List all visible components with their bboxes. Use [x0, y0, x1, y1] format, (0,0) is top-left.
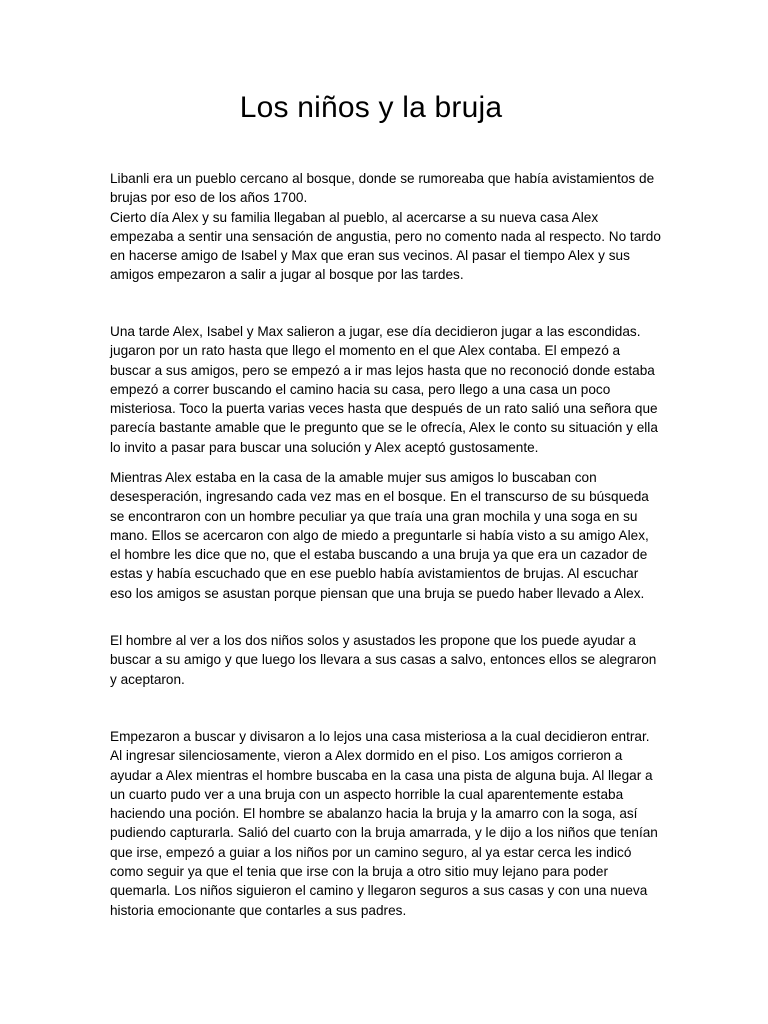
intro-block	[110, 169, 662, 285]
paragraph-block-6	[110, 727, 662, 920]
paragraph-3: Una tarde Alex, Isabel y Max salieron a jugar, ese día decidieron jugar a las escondidas. jugaron por un rato hasta que llego el momento en el que Alex contaba. El empezó a buscar a sus amigos, pero se empezó a ir mas lejos hasta que no reconoció donde estaba empezó a correr buscando el camino hacia su casa, pero llego a una casa un poco misteriosa. Toco la puerta varias veces hasta que después de un rato salió una señora que parecía bastante amable que le pregunto que se le ofrecía, Alex le conto su situación y ella lo invito a pasar para buscar una solución y Alex aceptó gustosamente.	[110, 324, 658, 455]
paragraph-5: El hombre al ver a los dos niños solos y asustados les propone que los puede ayudar a buscar a su amigo y que luego los llevara a sus casas a salvo, entonces ellos se alegraron y aceptaron.	[110, 633, 657, 687]
paragraph-block-4	[110, 468, 662, 603]
paragraph-block-5	[110, 631, 662, 689]
paragraph-6: Empezaron a buscar y divisaron a lo lejos una casa misteriosa a la cual decidieron entrar. Al ingresar silenciosamente, vieron a Alex dormido en el piso. Los amigos corrieron a ayudar a Alex mientras el hombre buscaba en la casa una pista de alguna buja. Al llegar a un cuarto pudo ver a una bruja con un aspecto horrible la cual aparentemente estaba haciendo una poción. El hombre se abalanzo hacia la bruja y la amarro con la soga, así pudiendo capturarla. Salió del cuarto con la bruja amarrada, y le dijo a los niños que tenían que irse, empezó a guiar a los niños por un camino seguro, al ya estar cerca les indicó como seguir ya que el tenia que irse con la bruja a otro sitio muy lejano para poder quemarla. Los niños siguieron el camino y llegaron seguros a sus casas y con una nueva historia emocionante que contarles a sus padres.	[110, 729, 658, 918]
paragraph-1: Libanli era un pueblo cercano al bosque, donde se rumoreaba que había avistamientos de brujas por eso de los años 1700.	[110, 171, 655, 206]
paragraph-block-3	[110, 322, 662, 457]
paragraph-4: Mientras Alex estaba en la casa de la amable mujer sus amigos lo buscaban con desesperación, ingresando cada vez mas en el bosque. En el transcurso de su búsqueda se encontraron con un hombre peculiar ya que traía una gran mochila y una soga en su mano. Ellos se acercaron con algo de miedo a preguntarle si había visto a su amigo Alex, el hombre les dice que no, que el estaba buscando a una bruja ya que era un cazador de estas y había escuchado que en ese pueblo había avistamientos de brujas. Al escuchar eso los amigos se asustan porque piensan que una bruja se puedo haber llevado a Alex.	[110, 470, 649, 601]
document-title: Los niños y la bruja	[239, 91, 503, 124]
paragraph-2: Cierto día Alex y su familia llegaban al pueblo, al acercarse a su nueva casa Alex empezaba a sentir una sensación de angustia, pero no comento nada al respecto. No tardo en hacerse amigo de Isabel y Max que eran sus vecinos. Al pasar el tiempo Alex y sus amigos empezaron a salir a jugar al bosque por las tardes.	[110, 209, 661, 283]
